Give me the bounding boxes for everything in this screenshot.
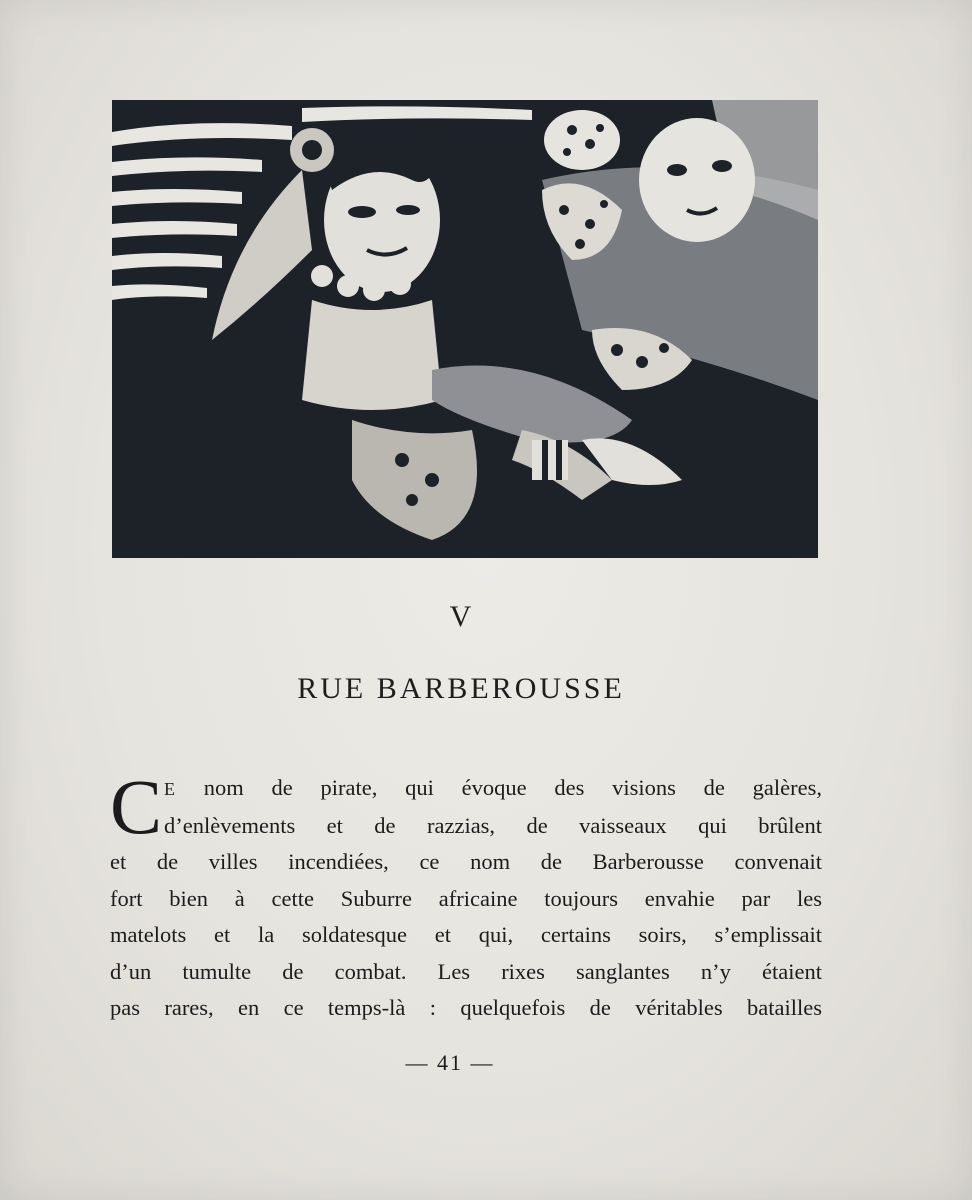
chapter-number: V bbox=[449, 600, 473, 633]
text-line-5: matelots et la soldatesque et qui, certains soirs, s’emplissait bbox=[110, 922, 822, 947]
woodcut-illustration-icon bbox=[112, 100, 818, 558]
woodcut-illustration bbox=[112, 100, 818, 558]
chapter-title: RUE BARBEROUSSE bbox=[297, 672, 625, 705]
text-line-7: pas rares, en ce temps-là : quelquefois de véritables batailles bbox=[110, 995, 822, 1020]
text-line-2: d’enlèvements et de razzias, de vaisseaux qui brûlent bbox=[164, 812, 822, 838]
text-line-6: d’un tumulte de combat. Les rixes sanglantes n’y étaient bbox=[110, 958, 822, 984]
text-line-4: fort bien à cette Suburre africaine toujours envahie par les bbox=[110, 885, 822, 911]
text-line-3: et de villes incendiées, ce nom de Barberousse convenait bbox=[110, 849, 822, 874]
page-number: — 41 — bbox=[405, 1050, 495, 1075]
body-paragraph bbox=[110, 763, 822, 1027]
first-word-smallcap: E bbox=[164, 779, 176, 799]
text-line-1 bbox=[110, 770, 822, 808]
text-line-1-body: nom de pirate, qui évoque des visions de galères, bbox=[203, 775, 822, 800]
drop-cap: C bbox=[110, 763, 163, 850]
